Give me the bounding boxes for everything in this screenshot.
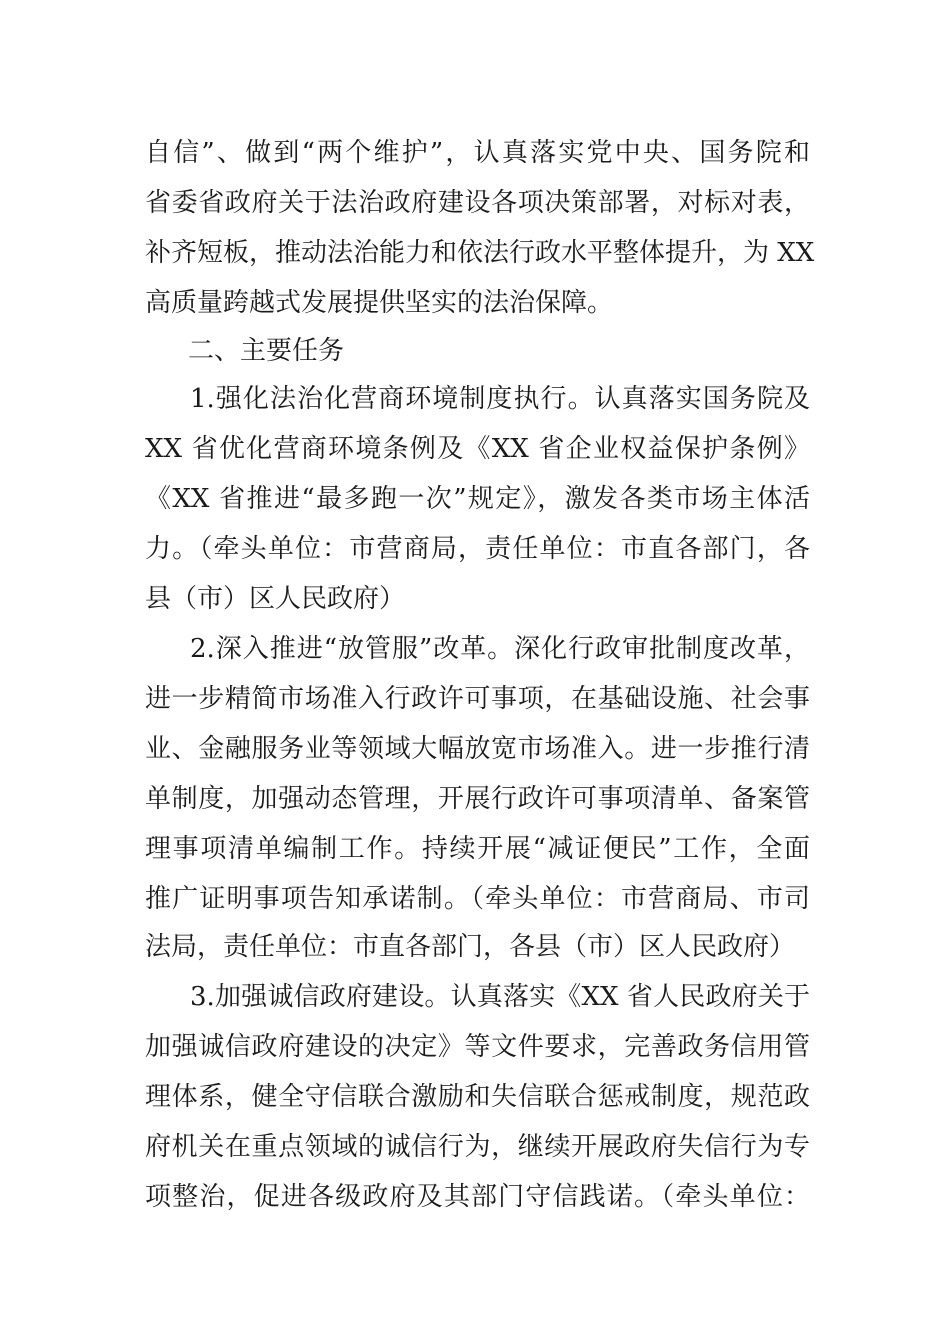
- item-3-line-2: 加强诚信政府建设的决定》等文件要求，完善政务信用管: [145, 1032, 810, 1062]
- item-3-line-5: 项整治，促进各级政府及其部门守信践诺。（牵头单位：: [145, 1182, 810, 1212]
- section-heading: 二、主要任务: [188, 336, 345, 366]
- item-2-line-7: 法局，责任单位：市直各部门，各县（市）区人民政府）: [145, 932, 796, 962]
- paragraph-line-4: 高质量跨越式发展提供坚实的法治保障。: [145, 288, 614, 318]
- item-2-line-2: 进一步精简市场准入行政许可事项，在基础设施、社会事: [145, 684, 810, 714]
- item-1-line-5: 县（市）区人民政府）: [145, 584, 406, 614]
- item-1-line-3: 《XX 省推进“最多跑一次”规定》，激发各类市场主体活: [145, 484, 810, 514]
- item-2-line-5: 理事项清单编制工作。持续开展“减证便民”工作，全面: [145, 834, 810, 864]
- paragraph-line-3: 补齐短板，推动法治能力和依法行政水平整体提升，为 XX: [145, 238, 815, 268]
- item-1-line-4: 力。（牵头单位：市营商局，责任单位：市直各部门，各: [145, 534, 810, 564]
- item-3-line-3: 理体系，健全守信联合激励和失信联合惩戒制度，规范政: [145, 1082, 810, 1112]
- item-3-line-4: 府机关在重点领域的诚信行为，继续开展政府失信行为专: [145, 1132, 810, 1162]
- item-2-line-1: 2.深入推进“放管服”改革。深化行政审批制度改革，: [190, 634, 810, 664]
- item-2-line-4: 单制度，加强动态管理，开展行政许可事项清单、备案管: [145, 784, 810, 814]
- item-1-line-1: 1.强化法治化营商环境制度执行。认真落实国务院及: [190, 384, 810, 414]
- paragraph-line-1: 自信”、做到“两个维护”，认真落实党中央、国务院和: [145, 138, 810, 168]
- paragraph-line-2: 省委省政府关于法治政府建设各项决策部署，对标对表，: [145, 188, 810, 218]
- item-2-line-6: 推广证明事项告知承诺制。（牵头单位：市营商局、市司: [145, 884, 810, 914]
- item-3-line-1: 3.加强诚信政府建设。认真落实《XX 省人民政府关于: [190, 982, 810, 1012]
- item-2-line-3: 业、金融服务业等领域大幅放宽市场准入。进一步推行清: [145, 734, 810, 764]
- item-1-line-2: XX 省优化营商环境条例及《XX 省企业权益保护条例》: [145, 434, 810, 464]
